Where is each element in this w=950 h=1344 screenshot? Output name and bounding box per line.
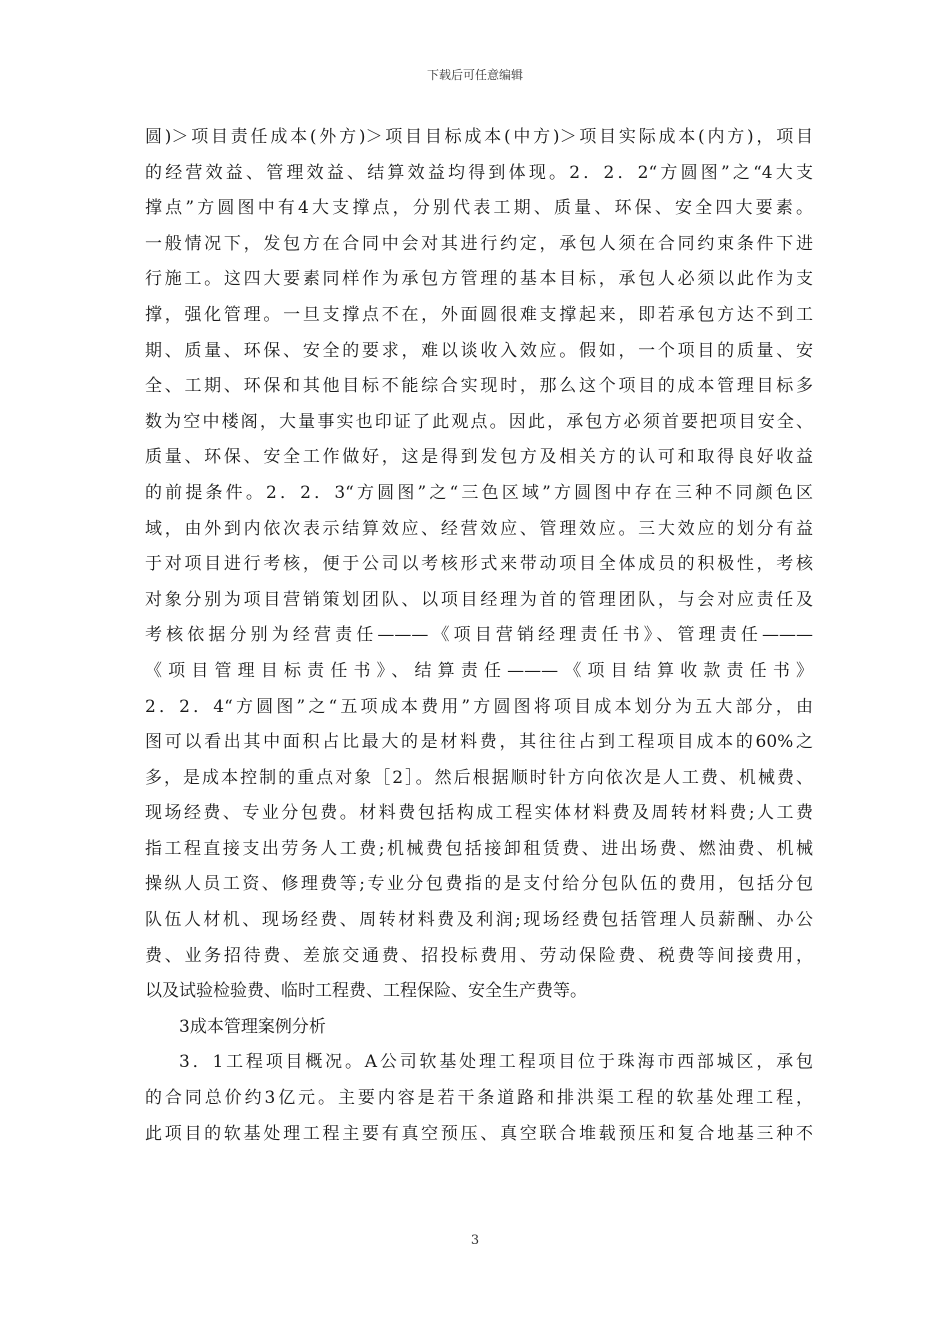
section-line-3: 此项目的软基处理工程主要有真空预压、真空联合堆载预压和复合地基三种不 bbox=[145, 1123, 813, 1144]
body-line-8: 全、工期、环保和其他目标不能综合实现时，那么这个项目的成本管理目标多 bbox=[145, 376, 813, 397]
body-line-16: 《项目管理目标责任书》、结算责任———《项目结算收款责任书》 bbox=[145, 660, 813, 681]
body-line-4: 一般情况下，发包方在合同中会对其进行约定，承包人须在合同约束条件下进 bbox=[145, 233, 813, 254]
body-line-19: 多，是成本控制的重点对象［2］。然后根据顺时针方向依次是人工费、机械费、 bbox=[145, 767, 813, 788]
section-heading: 3成本管理案例分析 bbox=[179, 1016, 326, 1037]
section-line-2: 的合同总价约3亿元。主要内容是若干条道路和排洪渠工程的软基处理工程， bbox=[145, 1088, 813, 1109]
body-line-17: 2．2．4“方圆图”之“五项成本费用”方圆图将项目成本划分为五大部分，由 bbox=[145, 696, 813, 717]
page-number: 3 bbox=[470, 1233, 480, 1248]
body-line-9: 数为空中楼阁，大量事实也印证了此观点。因此，承包方必须首要把项目安全、 bbox=[145, 411, 813, 432]
body-line-24: 费、业务招待费、差旅交通费、招投标费用、劳动保险费、税费等间接费用， bbox=[145, 945, 813, 966]
body-line-3: 撑点”方圆图中有4大支撑点，分别代表工期、质量、环保、安全四大要素。 bbox=[145, 198, 813, 219]
document-body bbox=[145, 120, 813, 1152]
body-line-11: 的前提条件。2．2．3“方圆图”之“三色区域”方圆图中存在三种不同颜色区 bbox=[145, 482, 813, 503]
body-line-5: 行施工。这四大要素同样作为承包方管理的基本目标，承包人必须以此作为支 bbox=[145, 269, 813, 290]
body-line-10: 质量、环保、安全工作做好，这是得到发包方及相关方的认可和取得良好收益 bbox=[145, 447, 813, 468]
body-line-23: 队伍人材机、现场经费、周转材料费及利润;现场经费包括管理人员薪酬、办公 bbox=[145, 910, 813, 931]
body-line-18: 图可以看出其中面积占比最大的是材料费，其往往占到工程项目成本的60%之 bbox=[145, 732, 813, 753]
body-line-14: 对象分别为项目营销策划团队、以项目经理为首的管理团队，与会对应责任及 bbox=[145, 589, 813, 610]
body-line-20: 现场经费、专业分包费。材料费包括构成工程实体材料费及周转材料费;人工费 bbox=[145, 803, 813, 824]
body-line-7: 期、质量、环保、安全的要求，难以谈收入效应。假如，一个项目的质量、安 bbox=[145, 340, 813, 361]
body-line-1: 圆)＞项目责任成本(外方)＞项目目标成本(中方)＞项目实际成本(内方)，项目 bbox=[145, 127, 813, 147]
body-line-2: 的经营效益、管理效益、结算效益均得到体现。2．2．2“方圆图”之“4大支 bbox=[145, 162, 813, 183]
body-line-13: 于对项目进行考核，便于公司以考核形式来带动项目全体成员的积极性，考核 bbox=[145, 554, 813, 575]
body-line-15: 考核依据分别为经营责任———《项目营销经理责任书》、管理责任——— bbox=[145, 625, 813, 646]
body-line-21: 指工程直接支出劳务人工费;机械费包括接卸租赁费、进出场费、燃油费、机械 bbox=[145, 838, 813, 859]
body-line-6: 撑，强化管理。一旦支撑点不在，外面圆很难支撑起来，即若承包方达不到工 bbox=[145, 304, 813, 325]
body-line-12: 域，由外到内依次表示结算效应、经营效应、管理效应。三大效应的划分有益 bbox=[145, 518, 813, 539]
page-header: 下载后可任意编辑 bbox=[426, 68, 523, 82]
section-line-1: 3．1工程项目概况。A公司软基处理工程项目位于珠海市西部城区，承包 bbox=[179, 1052, 813, 1073]
body-line-22: 操纵人员工资、修理费等;专业分包费指的是支付给分包队伍的费用，包括分包 bbox=[145, 874, 813, 895]
body-line-25: 以及试验检验费、临时工程费、工程保险、安全生产费等。 bbox=[145, 981, 587, 1002]
